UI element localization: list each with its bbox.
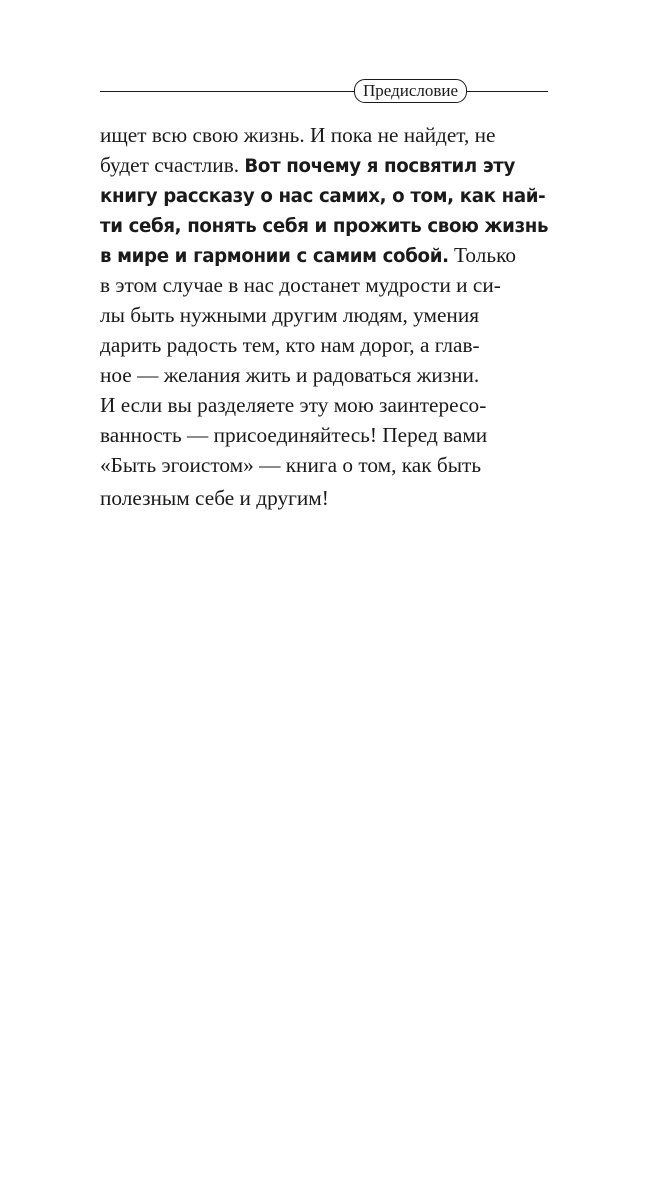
text-line	[100, 390, 560, 420]
section-title: Предисловие	[354, 79, 467, 103]
text-line	[100, 360, 560, 390]
text-line	[100, 270, 560, 300]
header-rule	[100, 91, 548, 92]
text-line	[100, 300, 560, 330]
text-run: будет счастлив.	[100, 153, 245, 177]
bold-text-run: в мире и гармонии с самим собой.	[100, 246, 449, 267]
text-run: в этом случае в нас достанет мудрости и си-	[100, 273, 501, 297]
text-run: дарить радость тем, кто нам дорог, а глав-	[100, 333, 480, 357]
text-run: лы быть нужными другим людям, умения	[100, 303, 480, 327]
text-line	[100, 240, 560, 270]
text-line	[100, 330, 560, 360]
text-line	[100, 210, 560, 240]
running-header	[100, 78, 548, 104]
bold-text-run: ти себя, понять себя и прожить свою жизнь	[100, 216, 549, 237]
bold-text-run: книгу рассказу о нас самих, о том, как най-	[100, 186, 546, 207]
text-line	[100, 150, 560, 180]
text-line	[100, 420, 560, 450]
text-line	[100, 450, 560, 480]
text-run: полезным себе и другим!	[100, 486, 329, 510]
text-run: Только	[448, 243, 517, 267]
text-line	[100, 180, 560, 210]
text-run: ное — желания жить и радоваться жизни.	[100, 363, 480, 387]
bold-text-run: Вот почему я посвятил эту	[244, 156, 515, 177]
text-run: «Быть эгоистом» — книга о том, как быть	[100, 453, 482, 477]
text-line	[100, 483, 560, 513]
text-run: И если вы разделяете эту мою заинтересо-	[100, 393, 487, 417]
text-run: ванность — присоединяйтесь! Перед вами	[100, 423, 488, 447]
text-line	[100, 120, 560, 150]
body-paragraph	[100, 120, 560, 513]
text-run: ищет всю свою жизнь. И пока не найдет, не	[100, 123, 496, 147]
